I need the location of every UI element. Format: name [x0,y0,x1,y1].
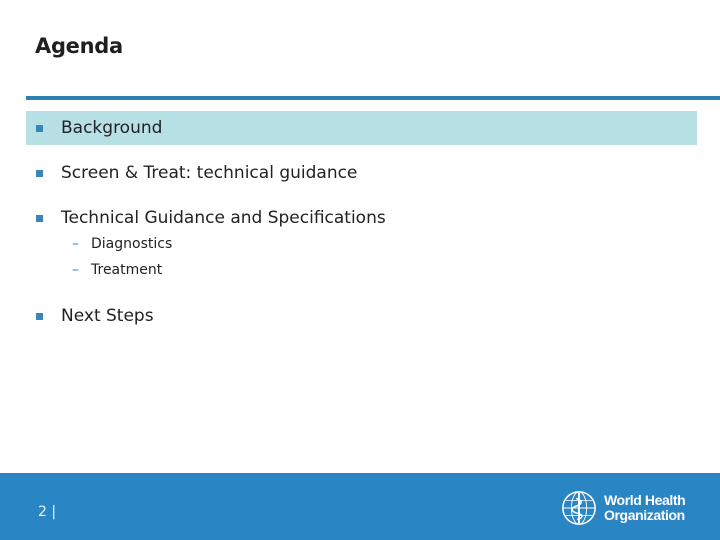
logo-line-1: World Health [604,492,686,508]
agenda-item-background [26,111,697,145]
sub-item-treatment [72,262,162,278]
sub-item-label: Treatment [91,262,163,278]
dash-marker: – [72,236,79,252]
bullet-square-icon [36,125,43,132]
agenda-item-technical-guidance [26,201,697,235]
agenda-item-label: Technical Guidance and Specifications [61,208,386,228]
who-emblem-icon [560,489,598,527]
slide-title: Agenda [35,34,123,58]
dash-marker: – [72,262,79,278]
agenda-item-label: Screen & Treat: technical guidance [61,163,358,183]
sub-item-label: Diagnostics [91,236,173,252]
agenda-item-label: Background [61,118,163,138]
sub-item-diagnostics [72,236,172,252]
bullet-square-icon [36,170,43,177]
agenda-item-screen-treat [26,156,697,190]
title-divider [26,96,720,100]
logo-wordmark [604,493,685,523]
bullet-square-icon [36,215,43,222]
agenda-item-next-steps [26,299,697,333]
who-logo [560,488,685,528]
page-number: 2 | [38,504,57,520]
logo-line-2: Organization [604,507,685,523]
slide-footer [0,473,720,540]
agenda-item-label: Next Steps [61,306,154,326]
bullet-square-icon [36,313,43,320]
